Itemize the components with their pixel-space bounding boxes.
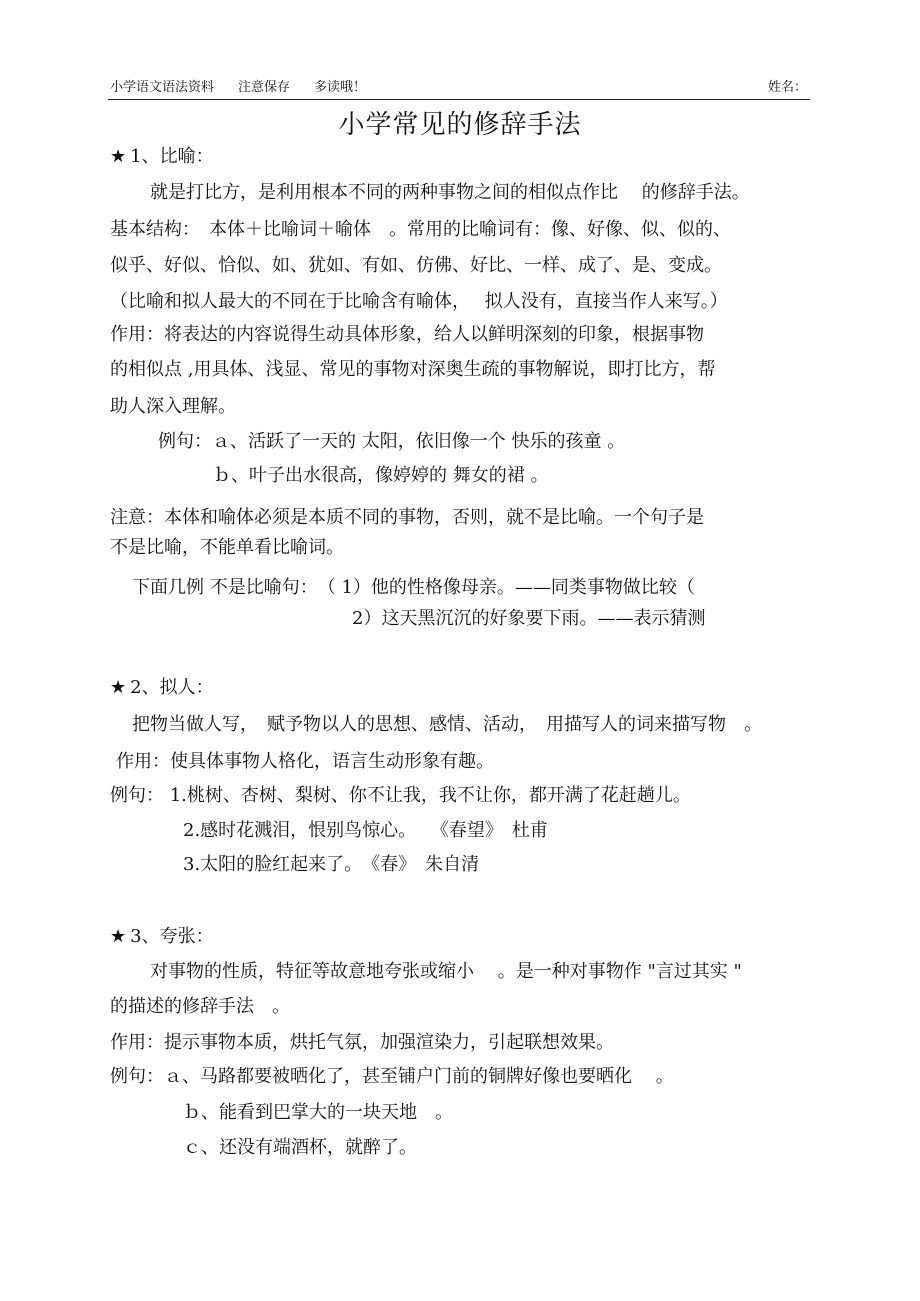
paragraph-line: 就是打比方，是利用根本不同的两种事物之间的相似点作比 的修辞手法。 <box>150 182 750 203</box>
section-heading-text: 3、夸张： <box>130 926 214 947</box>
example-line: 下面几例 不是比喻句： （ 1）他的性格像母亲。——同类事物做比较（ <box>132 577 695 598</box>
example-line: ｂ、叶子出水很高，像婷婷的 舞女的裙 。 <box>213 465 549 486</box>
paragraph-line: 注意：本体和喻体必须是本质不同的事物，否则，就不是比喻。一个句子是 <box>110 507 704 528</box>
example-line: 3.太阳的脸红起来了。 《春》 朱自清 <box>183 854 480 875</box>
paragraph-line: 作用：将表达的内容说得生动具体形象，给人以鲜明深刻的印象，根据事物 <box>110 324 704 345</box>
paragraph-line: 作用：使具体事物人格化，语言生动形象有趣。 <box>116 751 494 772</box>
paragraph-line: 作用：提示事物本质，烘托气氛，加强渲染力，引起联想效果。 <box>110 1032 614 1053</box>
section-heading <box>110 925 214 949</box>
star-icon: ★ <box>110 677 127 698</box>
example-line: 2.感时花溅泪，恨别鸟惊心。 《春望》 杜甫 <box>183 820 548 841</box>
section-heading-text: 2、拟人： <box>130 677 214 698</box>
section-heading <box>110 676 214 700</box>
example-line: 例句：ａ、马路都要被晒化了，甚至铺户门前的铜牌好像也要晒化 。 <box>110 1066 674 1087</box>
paragraph-line: 的相似点 ,用具体、浅显、常见的事物对深奥生疏的事物解说，即打比方，帮 <box>110 359 716 380</box>
star-icon: ★ <box>110 926 127 947</box>
example-line: 2）这天黑沉沉的好象要下雨。——表示猜测 <box>352 608 706 629</box>
paragraph-line: （比喻和拟人最大的不同在于比喻含有喻体， 拟人没有，直接当作人来写。） <box>110 291 728 312</box>
name-field-label: 姓名： <box>768 80 808 95</box>
header-item-reminder: 多读哦！ <box>314 80 367 95</box>
section-heading-text: 1、比喻： <box>130 146 214 167</box>
page-header-left <box>110 76 366 95</box>
paragraph-line: 似乎、好似、恰似、如、犹如、有如、仿佛、好比、一样、成了、是、变成。 <box>110 255 722 276</box>
paragraph-line: 助人深入理解。 <box>110 396 236 417</box>
paragraph-line: 不是比喻，不能单看比喻词。 <box>110 537 344 558</box>
star-icon: ★ <box>110 146 127 167</box>
header-item-notice: 注意保存 <box>238 80 291 95</box>
paragraph-line: 对事物的性质，特征等故意地夸张或缩小 。是一种对事物作 "言过其实 " <box>150 961 742 982</box>
example-line: ｃ、还没有端酒杯，就醉了。 <box>183 1137 417 1158</box>
header-item-subject: 小学语文语法资料 <box>110 80 215 95</box>
example-line: 例句： 1.桃树、杏树、梨树、你不让我，我不让你，都开满了花赶趟儿。 <box>110 785 691 806</box>
page-title: 小学常见的修辞手法 <box>338 110 582 140</box>
example-line: 例句：ａ、活跃了一天的 太阳，依旧像一个 快乐的孩童 。 <box>158 431 626 452</box>
paragraph-line: 把物当做人写， 赋予物以人的思想、感情、活动， 用描写人的词来描写物 。 <box>132 714 762 735</box>
paragraph-line: 的描述的修辞手法 。 <box>110 996 290 1017</box>
example-line: ｂ、能看到巴掌大的一块天地 。 <box>183 1102 453 1123</box>
section-heading <box>110 145 214 169</box>
paragraph-line: 基本结构： 本体＋比喻词＋喻体 。常用的比喻词有：像、好像、似、似的、 <box>110 219 731 240</box>
header-divider <box>108 99 810 100</box>
